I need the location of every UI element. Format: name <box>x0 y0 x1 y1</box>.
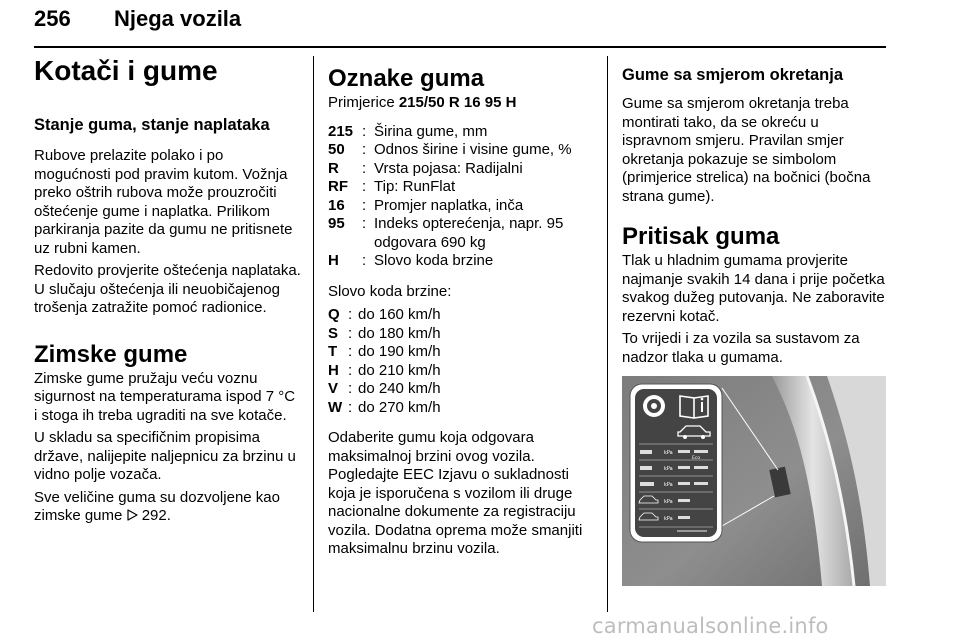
speed-code-key: H <box>328 361 339 379</box>
column-divider <box>607 56 608 612</box>
example-code: 215/50 R 16 95 H <box>398 94 517 111</box>
paragraph: Tlak u hladnim gumama provjerite najmanje svakih 14 dana i prije početka svakog dužeg putovanja. Ne zaboravite rezervni kotač. <box>622 252 885 325</box>
speed-code-value: do 210 km/h <box>358 361 441 379</box>
speed-code-row <box>328 380 596 399</box>
separator: : <box>362 252 367 269</box>
speed-code-value: do 240 km/h <box>358 380 441 397</box>
speed-code-key: Q <box>328 306 340 323</box>
column-2 <box>328 54 596 559</box>
separator: : <box>362 196 367 214</box>
page-number: 256 <box>34 6 71 31</box>
separator: : <box>362 122 367 140</box>
column-1 <box>34 54 302 526</box>
speed-code-row <box>328 343 596 362</box>
speed-code-row <box>328 306 596 325</box>
definition-row <box>328 178 596 197</box>
chapter-title: Njega vozila <box>114 6 242 31</box>
speed-intro: Slovo koda brzine: <box>328 282 452 300</box>
paragraph: Gume sa smjerom okretanja treba montirati tako, da se okreću u ispravnom smjeru. Pravilan smjer okretanja pokazuje se simbolom (primjerice strelica) na bočnici (bočna strana gume). <box>622 95 871 205</box>
section-title: Kotači i gume <box>34 55 218 86</box>
definition-key: 215 <box>328 122 354 140</box>
separator: : <box>348 343 353 360</box>
paragraph: To vrijedi i za vozila sa sustavom za nadzor tlaka u gumama. <box>622 330 860 366</box>
speed-code-row <box>328 399 596 418</box>
definition-row <box>328 215 596 252</box>
separator: : <box>348 324 353 342</box>
speed-code-value: do 190 km/h <box>358 343 441 360</box>
definition-key: 50 <box>328 141 345 158</box>
speed-code-key: W <box>328 398 343 416</box>
definition-value: Vrsta pojasa: Radijalni <box>374 159 523 177</box>
page-reference[interactable]: 292. <box>141 507 171 524</box>
column-3 <box>622 54 888 367</box>
tyre-code-definitions <box>328 123 596 271</box>
unit-label: kPa <box>664 516 673 522</box>
definition-value: Odnos širine i visine gume, % <box>374 141 572 158</box>
separator: : <box>362 178 367 195</box>
paragraph <box>34 489 302 526</box>
speed-code-value: do 270 km/h <box>358 398 441 416</box>
definition-key: RF <box>328 178 348 195</box>
eco-label: Eco <box>692 456 701 461</box>
definition-value: Slovo koda brzine <box>374 252 494 269</box>
definition-value: Promjer naplatka, inča <box>374 196 524 214</box>
page-header <box>34 6 886 50</box>
definition-key: 16 <box>328 196 345 214</box>
definition-key: H <box>328 252 339 269</box>
definition-row <box>328 123 596 142</box>
separator: : <box>362 159 367 177</box>
subsection-heading: Gume sa smjerom okretanja <box>622 66 844 84</box>
separator: : <box>348 380 353 397</box>
speed-code-value: do 160 km/h <box>358 306 441 323</box>
unit-label: kPa <box>664 466 673 472</box>
subsection-heading: Pritisak guma <box>622 223 780 250</box>
separator: : <box>348 398 353 416</box>
speed-code-row <box>328 362 596 381</box>
tyre-pressure-label-illustration <box>622 376 886 586</box>
example-label: Primjerice <box>328 94 399 111</box>
separator: : <box>348 306 353 323</box>
definition-row <box>328 252 596 271</box>
unit-label: kPa <box>664 499 673 505</box>
separator: : <box>362 141 367 158</box>
paragraph-text: Sve veličine guma su dozvoljene kao zimske gume <box>34 488 280 524</box>
subsection-heading: Zimske gume <box>34 340 188 368</box>
paragraph: U skladu sa specifičnim propisima države, nalijepite naljepnicu za brzinu u vidno polje vozača. <box>34 429 296 483</box>
definition-value: Širina gume, mm <box>374 122 488 140</box>
definition-row <box>328 197 596 216</box>
paragraph: Odaberite gumu koja odgovara maksimalnoj brzini ovog vozila. Pogledajte EEC Izjavu o sukladnosti koja je isporučena s vozilom ili druge nacionalne dokumente za registraciju vozila. Dodatna oprema može smanjiti maksimalnu brzinu vozila. <box>328 429 583 557</box>
separator: : <box>348 361 353 379</box>
watermark: carmanualsonline.info <box>592 614 829 638</box>
unit-label: kPa <box>664 450 673 456</box>
speed-code-key: V <box>328 380 339 397</box>
page-reference-arrow-icon <box>127 509 138 521</box>
speed-code-list <box>328 306 596 417</box>
speed-code-row <box>328 325 596 344</box>
header-rule <box>34 46 886 48</box>
speed-code-value: do 180 km/h <box>358 324 441 342</box>
definition-row <box>328 141 596 160</box>
paragraph: Rubove prelazite polako i po mogućnosti pod pravim kutom. Vožnja preko oštrih rubova može prouzročiti oštećenje gume i naplatka. Prilikom parkiranja pazite da gumu ne pritisnete uz rubni kamen. <box>34 147 293 257</box>
section-heading: Oznake guma <box>328 65 485 92</box>
column-divider <box>313 56 314 612</box>
example-line <box>328 94 596 113</box>
paragraph: Redovito provjerite oštećenja naplataka. U slučaju oštećenja ili neuobičajenog trošenja zatražite pomoć radionice. <box>34 262 301 316</box>
separator: : <box>362 215 367 232</box>
speed-code-key: T <box>328 343 338 360</box>
subsection-heading: Stanje guma, stanje naplataka <box>34 116 270 134</box>
definition-key: 95 <box>328 215 345 232</box>
tyre-icon <box>643 395 665 417</box>
unit-label: kPa <box>664 482 673 488</box>
definition-value: Indeks opterećenja, napr. 95 odgovara 690 kg <box>374 215 564 251</box>
speed-code-key: S <box>328 324 339 342</box>
definition-key: R <box>328 159 339 177</box>
paragraph: Zimske gume pružaju veću voznu sigurnost na temperaturama ispod 7 °C i stoga ih treba ugraditi na sve kotače. <box>34 369 296 424</box>
definition-row <box>328 160 596 179</box>
definition-value: Tip: RunFlat <box>374 178 456 195</box>
